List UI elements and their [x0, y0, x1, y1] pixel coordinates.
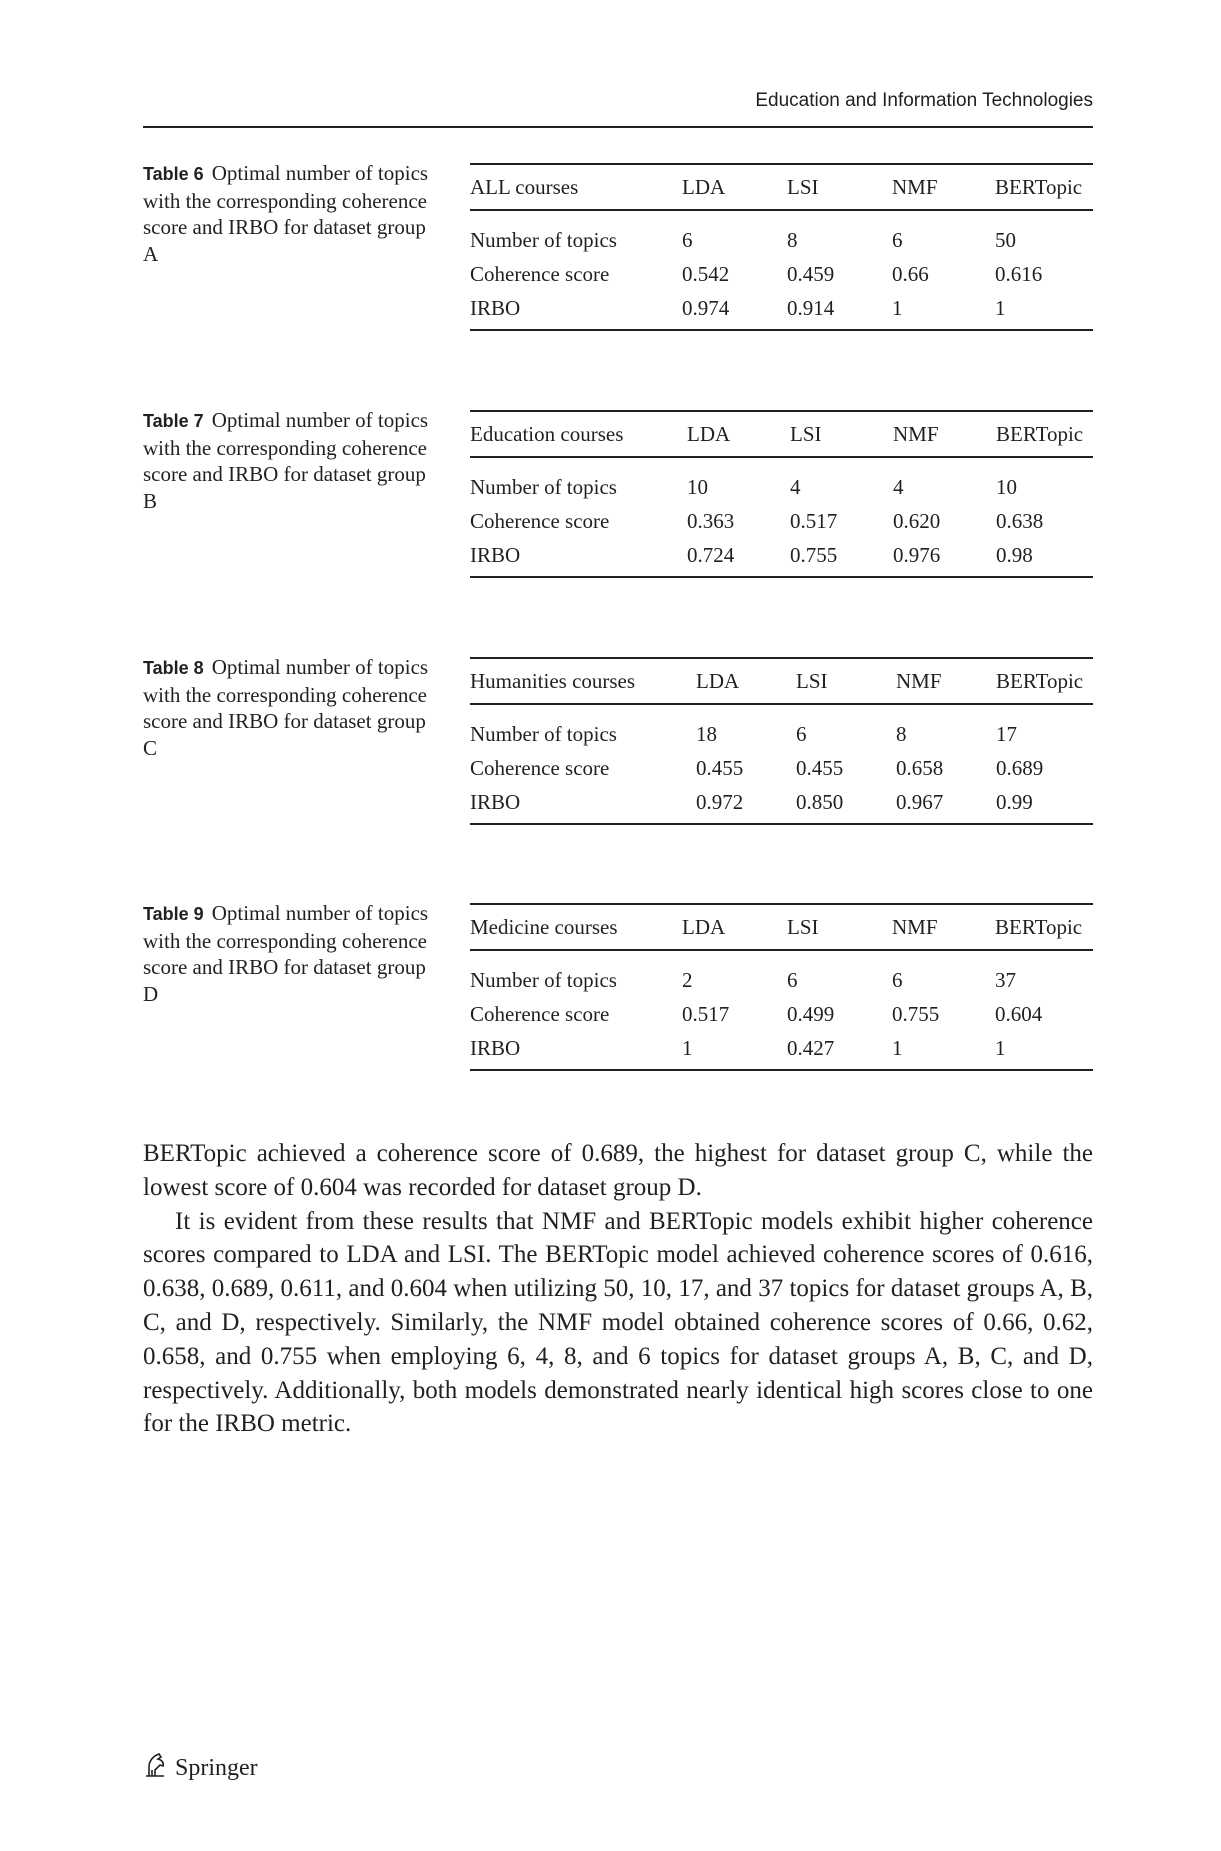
table-cell: IRBO	[470, 1035, 521, 1060]
column-header: LDA	[682, 174, 726, 199]
springer-horse-icon	[143, 1752, 167, 1785]
publisher-name: Springer	[175, 1755, 258, 1781]
table-cell: 1	[995, 1035, 1006, 1060]
table-cell: Coherence score	[470, 261, 610, 286]
column-header: Humanities courses	[470, 668, 636, 693]
table-cell: 2	[682, 967, 693, 992]
caption-text: Optimal number of topics with the corresponding coherence score and IRBO for dataset group A	[143, 161, 429, 266]
table-cell: 0.976	[893, 542, 941, 567]
table-cell: 0.974	[682, 295, 730, 320]
table-header-row	[470, 904, 1093, 950]
table-cell: 10	[996, 474, 1017, 499]
table-cell: 0.499	[787, 1001, 835, 1026]
table-cell: 18	[696, 721, 717, 746]
table-label: Table 9	[143, 904, 204, 924]
table-cell: IRBO	[470, 542, 521, 567]
table-cell: 1	[892, 295, 903, 320]
table-cell: Coherence score	[470, 508, 610, 533]
table-cell: 6	[787, 967, 798, 992]
column-header: LSI	[787, 914, 819, 939]
table-cell: 0.755	[892, 1001, 940, 1026]
table-cell: 1	[995, 295, 1006, 320]
table-7	[470, 410, 1093, 578]
table-8	[470, 657, 1093, 825]
table-cell: 0.658	[896, 755, 944, 780]
column-header: LSI	[796, 668, 828, 693]
column-header: LDA	[687, 421, 731, 446]
table-cell: 0.724	[687, 542, 735, 567]
table-row	[470, 785, 1093, 824]
table-cell: 0.972	[696, 789, 744, 814]
table-cell: 1	[682, 1035, 693, 1060]
table-cell: 50	[995, 227, 1016, 252]
table-cell: Number of topics	[470, 227, 617, 252]
table-cell: 8	[896, 721, 907, 746]
table-cell: 8	[787, 227, 798, 252]
column-header: NMF	[896, 668, 942, 693]
column-header: NMF	[892, 914, 938, 939]
table-row	[470, 210, 1093, 257]
table-cell: 0.914	[787, 295, 835, 320]
table-cell: Coherence score	[470, 755, 610, 780]
column-header: NMF	[893, 421, 939, 446]
column-header: LSI	[787, 174, 819, 199]
body-text	[143, 1137, 1093, 1441]
caption-text: Optimal number of topics with the corresponding coherence score and IRBO for dataset group D	[143, 901, 429, 1006]
table-label: Table 7	[143, 411, 204, 431]
column-header: NMF	[892, 174, 938, 199]
table-cell: 4	[893, 474, 904, 499]
table-row	[470, 1031, 1093, 1070]
table-cell: 6	[796, 721, 807, 746]
column-header: BERTopic	[995, 914, 1083, 939]
table-cell: IRBO	[470, 295, 521, 320]
table-cell: 0.638	[996, 508, 1044, 533]
table-cell: 0.517	[682, 1001, 730, 1026]
table-cell: 17	[996, 721, 1017, 746]
column-header: LSI	[790, 421, 822, 446]
table-cell: 0.967	[896, 789, 944, 814]
table-row	[470, 504, 1093, 538]
column-header: BERTopic	[996, 421, 1084, 446]
table-row	[470, 950, 1093, 997]
table-cell: 0.98	[996, 542, 1033, 567]
table-cell: Number of topics	[470, 474, 617, 499]
table-6-caption	[143, 160, 433, 267]
column-header: LDA	[682, 914, 726, 939]
table-row	[470, 704, 1093, 751]
table-row	[470, 457, 1093, 504]
column-header: LDA	[696, 668, 740, 693]
table-header-row	[470, 164, 1093, 210]
table-cell: 0.689	[996, 755, 1044, 780]
table-header-row	[470, 658, 1093, 704]
table-row	[470, 751, 1093, 785]
table-cell: 6	[892, 227, 903, 252]
table-cell: 0.66	[892, 261, 929, 286]
table-cell: 0.542	[682, 261, 730, 286]
table-cell: 0.604	[995, 1001, 1043, 1026]
paragraph: It is evident from these results that NMF and BERTopic models exhibit higher coherence scores compared to LDA and LSI. The BERTopic model achieved coherence scores of 0.616, 0.638, 0.689, 0.611, and 0.604 when utilizing 50, 10, 17, and 37 topics for dataset groups A, B, C, and D, respectively. Similarly, the NMF model obtained coherence scores of 0.66, 0.62, 0.658, and 0.755 when employing 6, 4, 8, and 6 topics for dataset groups A, B, C, and D, respectively. Additionally, both models demonstrated nearly identical high scores close to one for the IRBO metric.	[143, 1207, 1093, 1438]
table-cell: 0.850	[796, 789, 844, 814]
table-cell: 0.616	[995, 261, 1043, 286]
table-label: Table 6	[143, 164, 204, 184]
column-header: Medicine courses	[470, 914, 618, 939]
table-cell: 4	[790, 474, 801, 499]
table-cell: 6	[682, 227, 693, 252]
table-row	[470, 538, 1093, 577]
table-cell: 0.755	[790, 542, 838, 567]
caption-text: Optimal number of topics with the corresponding coherence score and IRBO for dataset group B	[143, 408, 429, 513]
table-cell: Number of topics	[470, 721, 617, 746]
table-9	[470, 903, 1093, 1071]
column-header: BERTopic	[996, 668, 1084, 693]
column-header: ALL courses	[470, 174, 579, 199]
caption-text: Optimal number of topics with the corresponding coherence score and IRBO for dataset group C	[143, 655, 429, 760]
table-cell: 0.517	[790, 508, 838, 533]
table-cell: 0.99	[996, 789, 1033, 814]
table-row	[470, 291, 1093, 330]
table-row	[470, 997, 1093, 1031]
table-row	[470, 257, 1093, 291]
paragraph: BERTopic achieved a coherence score of 0.689, the highest for dataset group C, while the lowest score of 0.604 was recorded for dataset group D.	[143, 1140, 1093, 1201]
table-cell: Number of topics	[470, 967, 617, 992]
table-cell: 0.363	[687, 508, 735, 533]
table-cell: 1	[892, 1035, 903, 1060]
table-cell: IRBO	[470, 789, 521, 814]
table-cell: 0.459	[787, 261, 835, 286]
footer	[143, 1752, 258, 1785]
table-header-row	[470, 411, 1093, 457]
table-cell: 6	[892, 967, 903, 992]
table-cell: 37	[995, 967, 1016, 992]
table-cell: 0.427	[787, 1035, 835, 1060]
running-head: Education and Information Technologies	[755, 90, 1093, 111]
table-6	[470, 163, 1093, 331]
column-header: Education courses	[470, 421, 624, 446]
table-7-caption	[143, 407, 433, 514]
column-header: BERTopic	[995, 174, 1083, 199]
header-rule	[143, 126, 1093, 128]
table-8-caption	[143, 654, 433, 761]
table-cell: 0.455	[796, 755, 844, 780]
table-cell: Coherence score	[470, 1001, 610, 1026]
table-cell: 0.455	[696, 755, 744, 780]
table-cell: 0.620	[893, 508, 941, 533]
table-cell: 10	[687, 474, 708, 499]
table-9-caption	[143, 900, 433, 1007]
table-label: Table 8	[143, 658, 204, 678]
